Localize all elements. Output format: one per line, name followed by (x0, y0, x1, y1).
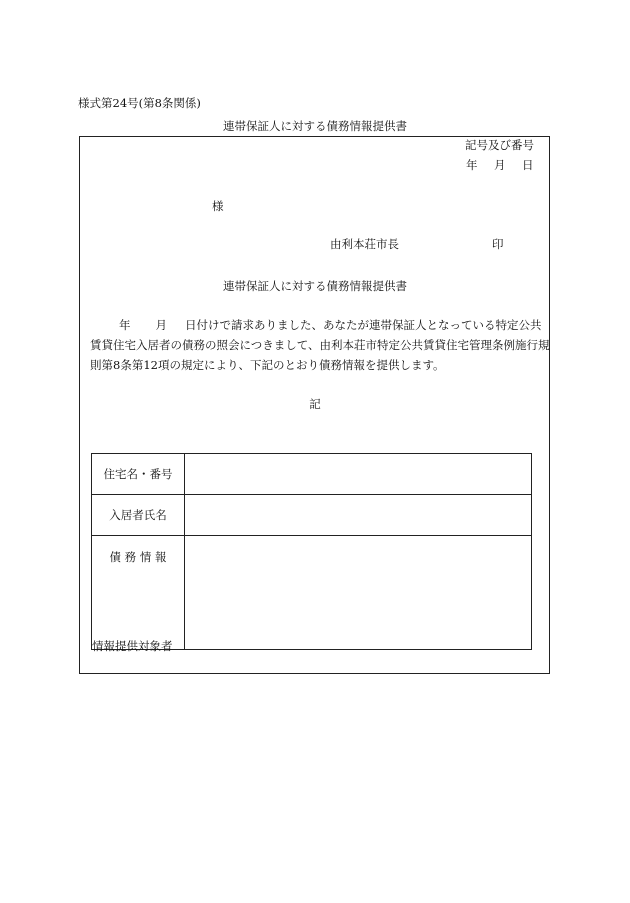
body-paragraph-line-2: 賃貸住宅入居者の債務の照会につきまして、由利本荘市特定公共賃貸住宅管理条例施行規 (90, 338, 550, 352)
information-target-label: 情報提供対象者 (92, 639, 173, 653)
table-row-debt (92, 536, 532, 650)
date-year-label: 年 (466, 158, 478, 172)
date-day-label: 日 (522, 158, 534, 172)
body-year-label: 年 (119, 318, 131, 332)
table-row-tenant (92, 495, 532, 536)
body-month-label: 月 (155, 318, 167, 332)
debt-info-table (91, 453, 532, 650)
date-month-label: 月 (494, 158, 506, 172)
seal-mark: 印 (492, 237, 504, 251)
debt-value-cell (185, 536, 532, 650)
housing-value-cell (185, 454, 532, 495)
record-heading: 記 (309, 397, 321, 411)
debt-label-cell: 債 務 情 報 (92, 536, 185, 650)
tenant-label-cell: 入居者氏名 (92, 495, 185, 536)
table-row-housing (92, 454, 532, 495)
body-paragraph-line-1 (90, 320, 542, 332)
body-line-1-text: 日付けで請求ありました、あなたが連帯保証人となっている特定公共 (185, 318, 542, 332)
body-paragraph-line-3: 則第8条第12項の規定により、下記のとおり債務情報を提供します。 (90, 358, 445, 372)
issuer-title: 由利本荘市長 (330, 237, 399, 251)
reference-number-label: 記号及び番号 (465, 138, 534, 152)
body-title: 連帯保証人に対する債務情報提供書 (223, 279, 407, 293)
tenant-value-cell (185, 495, 532, 536)
housing-label-cell: 住宅名・番号 (92, 454, 185, 495)
form-number: 様式第24号(第8条関係) (78, 96, 201, 110)
addressee-honorific: 様 (212, 199, 224, 213)
document-header-title: 連帯保証人に対する債務情報提供書 (223, 119, 407, 133)
